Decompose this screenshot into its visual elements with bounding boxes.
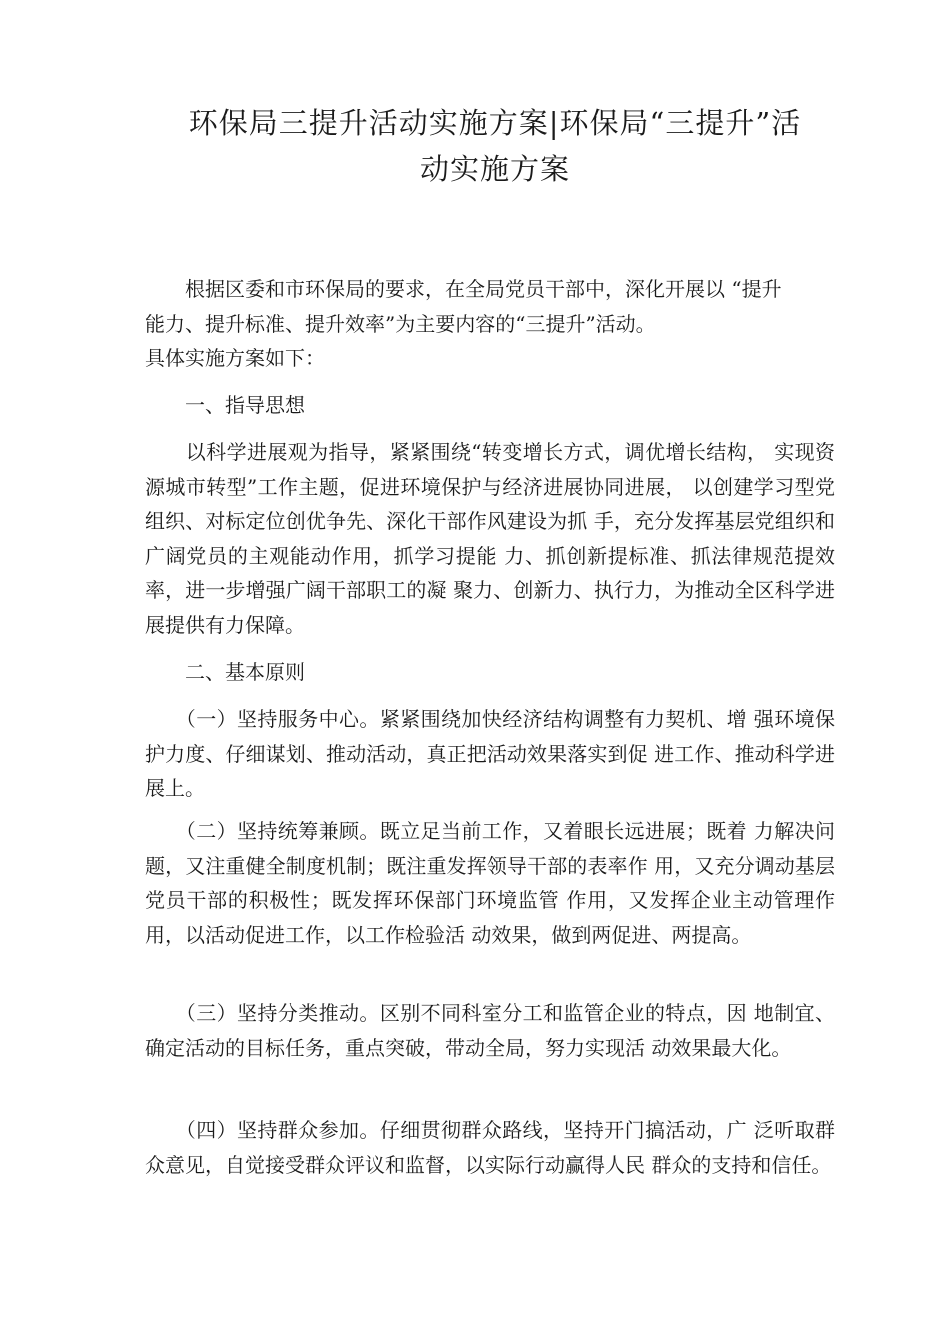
principle-3-paragraph: （三）坚持分类推动。区别不同科室分工和监管企业的特点，因 地制宜、确定活动的目标任务，重点突破，带动全局，努力实现活 动效果最大化。 (145, 1001, 835, 1060)
section-1-body (145, 435, 835, 642)
intro-line-2: 能力、提升标准、提升效率”为主要内容的“三提升”活动。 (145, 311, 656, 336)
title-line-1: 环保局三提升活动实施方案|环保局“三提升”活 (188, 106, 802, 140)
intro-line-3: 具体实施方案如下： (145, 346, 325, 370)
principle-2 (145, 814, 835, 952)
principle-1-paragraph: （一）坚持服务中心。紧紧围绕加快经济结构调整有力契机、增 强环境保护力度、仔细谋划、推动活动，真正把活动效果落实到促 进工作、推动科学进展上。 (145, 707, 835, 800)
section-heading-basic-principles (145, 655, 835, 690)
principle-1 (145, 702, 835, 806)
principle-4 (145, 1113, 835, 1182)
section-2-heading: 二、基本原则 (145, 660, 305, 684)
principle-2-paragraph: （二）坚持统筹兼顾。既立足当前工作，又着眼长远进展；既着 力解决问题，又注重健全制度机制；既注重发挥领导干部的表率作 用，又充分调动基层党员干部的积极性；既发挥环保部门环境监管 作用，又发挥企业主动管理作用，以活动促进工作，以工作检验活 动效果，做到两促进、两提高。 (145, 819, 835, 947)
intro-paragraph (145, 272, 835, 376)
section-1-paragraph: 以科学进展观为指导，紧紧围绕“转变增长方式，调优增长结构， 实现资源城市转型”工作主题，促进环境保护与经济进展协同进展， 以创建学习型党组织、对标定位创优争先、深化干部作风建设为抓 手，充分发挥基层党组织和广阔党员的主观能动作用，抓学习提能 力、抓创新提标准、抓法律规范提效率，进一步增强广阔干部职工的凝 聚力、创新力、执行力，为推动全区科学进展提供有力保障。 (145, 440, 835, 637)
section-1-heading: 一、指导思想 (145, 393, 305, 417)
document-title (150, 100, 840, 192)
principle-3 (145, 996, 835, 1065)
title-line-2: 动实施方案 (419, 152, 570, 186)
intro-line-1: 根据区委和市环保局的要求，在全局党员干部中，深化开展以 “提升 (145, 277, 782, 301)
principle-4-paragraph: （四）坚持群众参加。仔细贯彻群众路线，坚持开门搞活动，广 泛听取群众意见，自觉接受群众评议和监督，以实际行动赢得人民 群众的支持和信任。 (145, 1118, 835, 1177)
section-heading-guiding-thought (145, 388, 835, 423)
